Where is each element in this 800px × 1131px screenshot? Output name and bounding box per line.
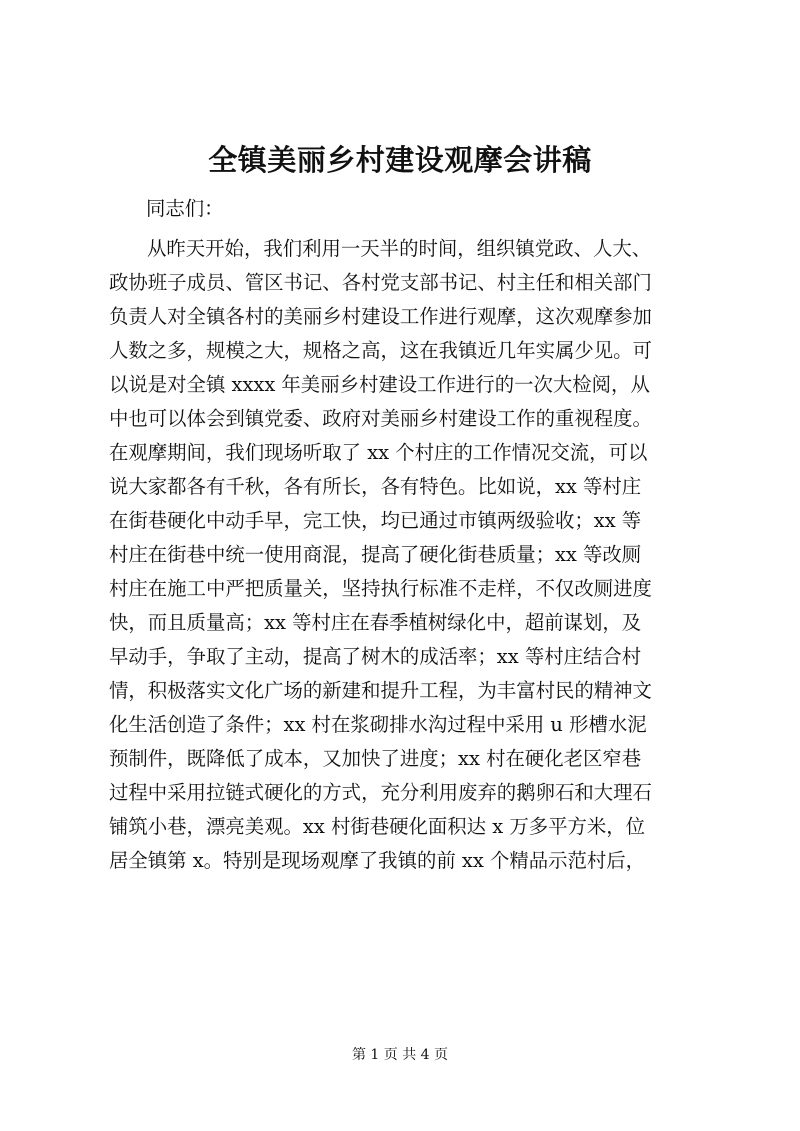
paragraph-line: 负责人对全镇各村的美丽乡村建设工作进行观摩，这次观摩参加 [109,305,652,328]
paragraph-line: 铺筑小巷，漂亮美观。xx 村街巷硬化面积达 x 万多平方米，位 [109,815,646,838]
paragraph-line: 居全镇第 x。特别是现场观摩了我镇的前 xx 个精品示范村后， [109,849,646,872]
paragraph-line: 村庄在街巷中统一使用商混，提高了硬化街巷质量；xx 等改厕 [109,543,642,566]
paragraph-line: 化生活创造了条件；xx 村在浆砌排水沟过程中采用 u 形槽水泥 [109,713,647,736]
page-indicator: 第 1 页 共 4 页 [351,1047,449,1063]
paragraph-line: 以说是对全镇 xxxx 年美丽乡村建设工作进行的一次大检阅，从 [109,373,650,396]
paragraph-line: 说大家都各有千秋，各有所长，各有特色。比如说，xx 等村庄 [109,475,642,498]
paragraph-line: 在街巷硬化中动手早，完工快，均已通过市镇两级验收；xx 等 [109,509,642,532]
paragraph-line: 早动手，争取了主动，提高了树木的成活率；xx 等村庄结合村 [109,645,642,668]
paragraph-line: 过程中采用拉链式硬化的方式，充分利用废弃的鹅卵石和大理石 [109,781,652,804]
document-title: 全镇美丽乡村建设观摩会讲稿 [208,143,592,177]
paragraph-line: 中也可以体会到镇党委、政府对美丽乡村建设工作的重视程度。 [109,407,652,430]
paragraph-line: 预制件，既降低了成本，又加快了进度；xx 村在硬化老区窄巷 [109,747,642,770]
paragraph-line: 人数之多，规模之大，规格之高，这在我镇近几年实属少见。可 [109,339,652,362]
paragraph-line: 快，而且质量高；xx 等村庄在春季植树绿化中，超前谋划，及 [109,611,642,634]
paragraph-line: 政协班子成员、管区书记、各村党支部书记、村主任和相关部门 [109,271,652,294]
paragraph-line: 从昨天开始，我们利用一天半的时间，组织镇党政、人大、 [147,237,652,260]
paragraph-line: 村庄在施工中严把质量关，坚持执行标准不走样，不仅改厕进度 [109,577,652,600]
salutation: 同志们： [146,197,224,220]
paragraph-line: 在观摩期间，我们现场听取了 xx 个村庄的工作情况交流，可以 [109,441,648,464]
body-paragraph [109,232,709,878]
paragraph-line: 情，积极落实文化广场的新建和提升工程，为丰富村民的精神文 [109,679,652,702]
